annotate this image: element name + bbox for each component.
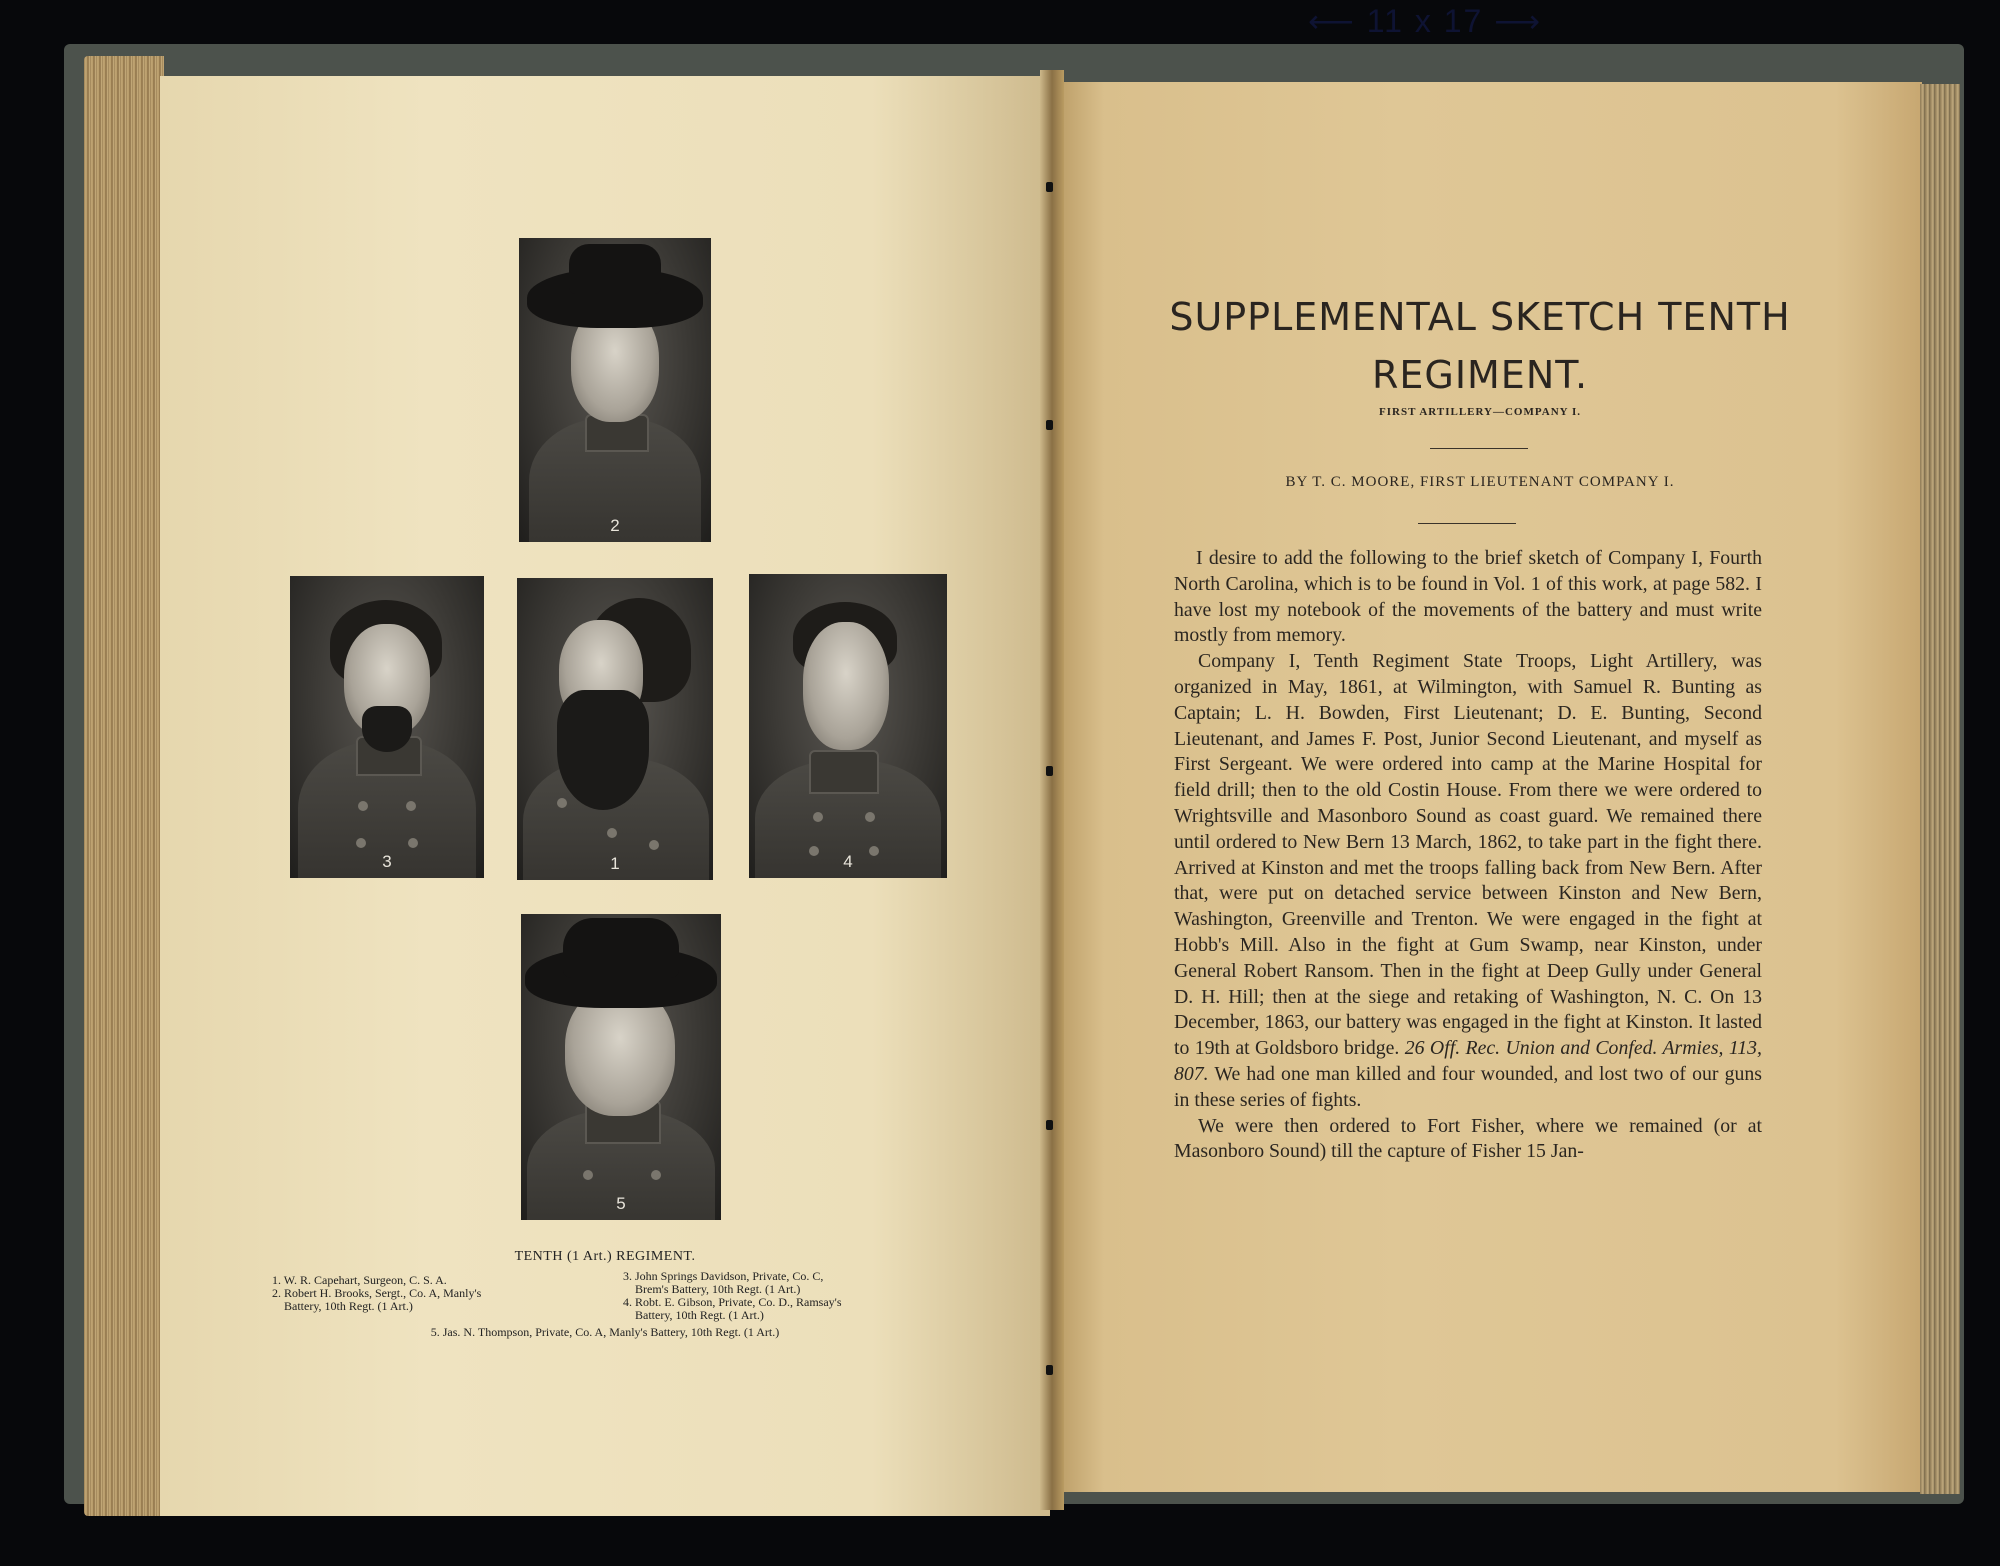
page-title: SUPPLEMENTAL SKETCH TENTH REGIMENT.: [1169, 295, 1791, 397]
divider-rule: [1430, 448, 1528, 449]
paragraph-text: Company I, Tenth Regiment State Troops, Light Artillery, was organized in May, 1861, at Wilmington, with Samuel R. Bunting as Captain; L. H. Bowden, First Lieutenant; D. E. Bunting, Second Lieutenant, and James F. Post, Junior Second Lieutenant, and myself as First Sergeant. We were ordered into camp at the Marine Hospital for field drill; then to the old Costin House. From there we were ordered to Wrightsville and Masonboro Sound as coast guard. We remained there until ordered to New Bern 13 March, 1862, to take part in the fight there. Arrived at Kinston and met the troops falling back from New Bern. After that, were put on detached service between Kinston and New Bern, Washington, Greenville and Trenton. We were engaged in the fight at Hobb's Mill. Also in the fight at Gum Swamp, near Kinston, under General Robert Ransom. Then in the fight at Deep Gully under General D. H. Hill; then at the siege and retaking of Washington, N. C. On 13 December, 1863, our battery was engaged in the fight at Kinston. It lasted to 19th at Goldsboro bridge.: [1174, 650, 1762, 1060]
paragraph: We were then ordered to Fort Fisher, where we remained (or at Masonboro Sound) till the capture of Fisher 15 Jan-: [1174, 1114, 1762, 1163]
caption-line-5: 5. Jas. N. Thompson, Private, Co. A, Manly's Battery, 10th Regt. (1 Art.): [430, 1325, 780, 1339]
divider-rule: [1418, 523, 1516, 524]
scale-ruler: ⟵ 11 x 17 ⟶: [1307, 3, 1543, 39]
citation: 26 Off. Rec. Union and Confed. Armies, 113, 807.: [1174, 1037, 1762, 1085]
binding-stitch: [1046, 1365, 1053, 1375]
portrait-number: 5: [616, 1194, 626, 1213]
page-subtitle: FIRST ARTILLERY—COMPANY I.: [1379, 406, 1581, 418]
binding-stitch: [1046, 1120, 1053, 1130]
caption-column-2: 3. John Springs Davidson, Private, Co. C, Brem's Battery, 10th Regt. (1 Art.) 4. Robt. E. Gibson, Private, Co. D., Ramsay's Battery, 10th Regt. (1 Art.): [623, 1269, 842, 1322]
paragraph: [1174, 649, 1762, 1113]
book-gutter: [1040, 70, 1064, 1510]
portrait-number: 3: [382, 852, 392, 871]
portrait-5: [521, 914, 721, 1220]
author-byline: BY T. C. MOORE, FIRST LIEUTENANT COMPANY I.: [1285, 474, 1675, 490]
caption-title: TENTH (1 Art.) REGIMENT.: [514, 1249, 696, 1264]
left-page-edges: [84, 56, 164, 1516]
portrait-3: [290, 576, 484, 878]
binding-stitch: [1046, 420, 1053, 430]
portrait-number: 2: [610, 516, 620, 535]
portrait-4: [749, 574, 947, 878]
binding-stitch: [1046, 766, 1053, 776]
portrait-number: 1: [610, 854, 620, 873]
right-page-edges: [1920, 84, 1960, 1494]
portrait-number: 4: [843, 852, 853, 871]
body-text: [1174, 546, 1762, 1165]
binding-stitch: [1046, 182, 1053, 192]
portrait-2: [519, 238, 711, 542]
paragraph: I desire to add the following to the brief sketch of Company I, Fourth North Carolina, which is to be found in Vol. 1 of this work, at page 582. I have lost my notebook of the movements of the battery and must write mostly from memory.: [1174, 547, 1762, 647]
portrait-1: [517, 578, 713, 880]
paragraph-text: We had one man killed and four wounded, and lost two of our guns in these series of fights.: [1174, 1062, 1762, 1111]
caption-column-1: 1. W. R. Capehart, Surgeon, C. S. A. 2. Robert H. Brooks, Sergt., Co. A, Manly's Battery, 10th Regt. (1 Art.): [272, 1273, 482, 1313]
